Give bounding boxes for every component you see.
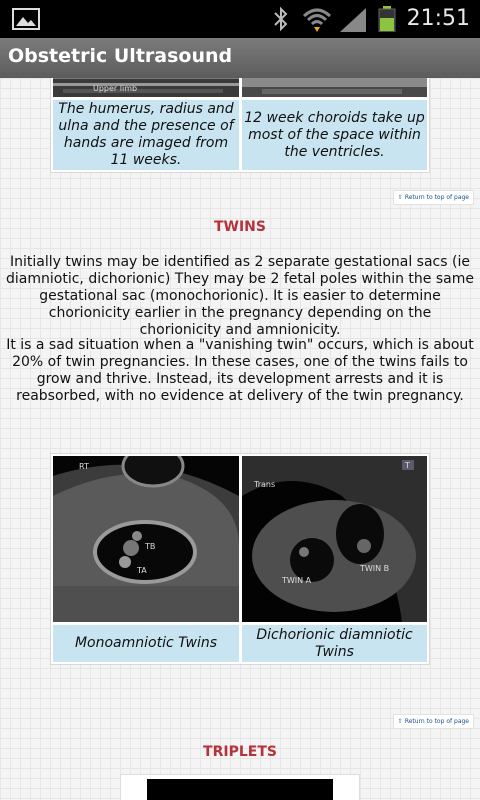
image-label-upper-limb: Upper limb <box>93 84 138 93</box>
section-heading-triplets: TRIPLETS <box>203 744 277 760</box>
image-table-limbs <box>50 78 430 173</box>
app-title: Obstetric Ultrasound <box>8 45 233 67</box>
up-arrow-icon: ⇧ <box>397 194 403 201</box>
image-label-t: T <box>405 461 410 470</box>
clock: 21:51 <box>406 6 470 31</box>
return-to-top-label: Return to top of page <box>404 718 469 725</box>
image-label-trans: Trans <box>254 480 276 489</box>
image-label-twin-b: TWIN B <box>360 564 390 573</box>
image-label-ta: TA <box>137 566 147 575</box>
ultrasound-image-triplets <box>147 779 333 800</box>
up-arrow-icon: ⇧ <box>397 718 403 725</box>
ultrasound-image-choroids <box>242 78 427 97</box>
image-table-twins <box>50 453 430 665</box>
return-to-top-link[interactable] <box>393 714 474 729</box>
wifi-icon <box>302 6 332 32</box>
return-to-top-link[interactable] <box>393 190 474 205</box>
image-label-rt: RT <box>79 462 89 471</box>
caption-dichorionic-twins: Dichorionic diamniotic Twins <box>242 625 427 662</box>
status-bar <box>0 0 480 38</box>
image-label-twin-a: TWIN A <box>282 576 312 585</box>
image-frame-triplets <box>120 774 360 800</box>
image-icon <box>12 8 40 30</box>
section-heading-twins: TWINS <box>213 219 266 235</box>
signal-icon <box>338 6 368 32</box>
caption-choroids: 12 week choroids take up most of the space within the ventricles. <box>242 100 427 170</box>
return-to-top-label: Return to top of page <box>404 194 469 201</box>
battery-icon <box>376 6 398 32</box>
ultrasound-image-monoamniotic-twins <box>53 456 239 622</box>
caption-upper-limb: The humerus, radius and ulna and the presence of hands are imaged from 11 weeks. <box>53 100 239 170</box>
caption-monoamniotic-twins: Monoamniotic Twins <box>53 625 239 662</box>
bluetooth-icon <box>272 6 290 32</box>
app-title-bar <box>0 38 480 79</box>
ultrasound-image-upper-limb <box>53 78 239 97</box>
image-label-tb: TB <box>145 542 156 551</box>
twins-paragraph-2: It is a sad situation when a "vanishing twin" occurs, which is about 20% of twin pregnancies. In these cases, one of the twins fails to grow and thrive. Instead, its development arrests and it is reabsorbed, with no evidence at delivery of the twin pregnancy. <box>6 337 474 404</box>
content-area[interactable] <box>0 78 480 800</box>
twins-paragraph-1: Initially twins may be identified as 2 separate gestational sacs (ie diamniotic, dichorionic) They may be 2 fetal poles within the same gestational sac (monochorionic). It is easier to determine chorionicity earlier in the pregnancy depending on the chorionicity and amnionicity. <box>6 254 474 338</box>
ultrasound-image-dichorionic-twins <box>242 456 427 622</box>
